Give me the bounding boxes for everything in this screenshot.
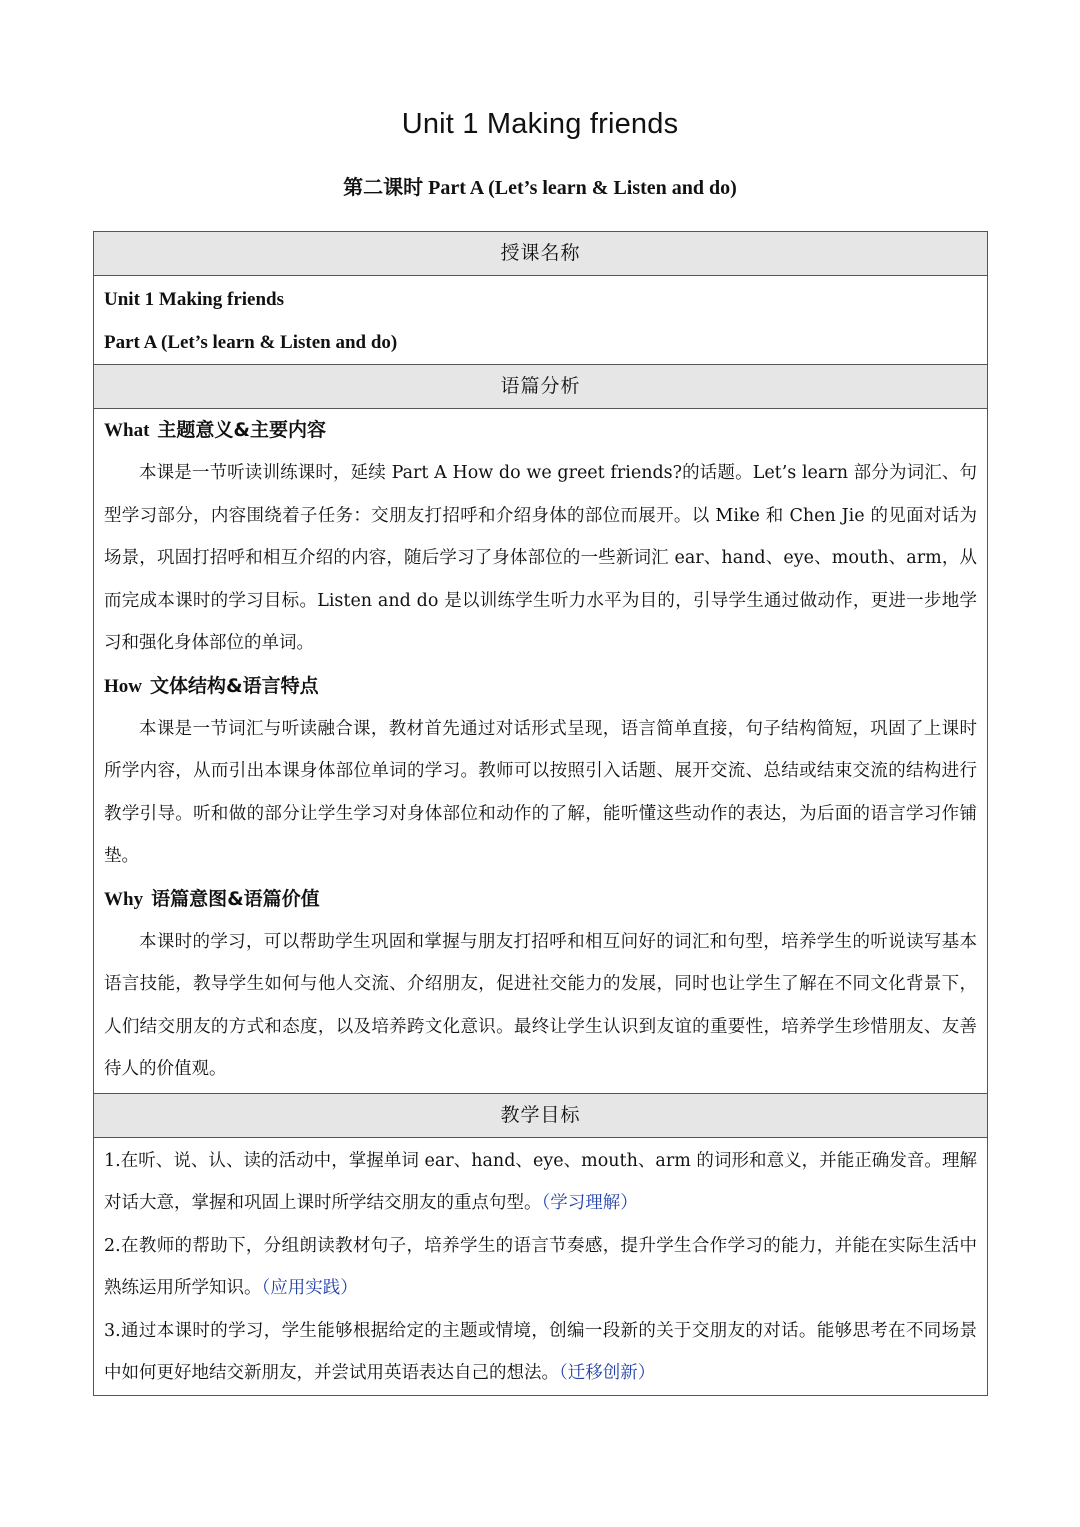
objective-item-2 (104, 1225, 977, 1310)
analysis-header-row (94, 365, 988, 409)
lesson-name-row (94, 276, 988, 365)
what-paragraph: 本课是一节听读训练课时，延续 Part A How do we greet friends?的话题。Let’s learn 部分为词汇、句型学习部分，内容围绕着子任务：交朋友打招呼和介绍身体的部位而展开。以 Mike 和 Chen Jie 的见面对话为场景，巩固打招呼和相互介绍的内容，随后学习了身体部位的一些新词汇 ear、hand、eye、mouth、arm，从而完成本课时的学习目标。Listen and do 是以训练学生听力水平为目的，引导学生通过做动作，更进一步地学习和强化身体部位的单词。 (104, 463, 977, 653)
objective-text: 3.通过本课时的学习，学生能够根据给定的主题或情境，创编一段新的关于交朋友的对话。能够思考在不同场景中如何更好地结交新朋友，并尝试用英语表达自己的想法。 (104, 1320, 977, 1383)
why-paragraph: 本课时的学习，可以帮助学生巩固和掌握与朋友打招呼和相互问好的词汇和句型，培养学生的听说读写基本语言技能，教导学生如何与他人交流、介绍朋友，促进社交能力的发展，同时也让学生了解在不同文化背景下，人们结交朋友的方式和态度，以及培养跨文化意识。最终让学生认识到友谊的重要性，培养学生珍惜朋友、友善待人的价值观。 (104, 931, 977, 1079)
objective-tag: （学习理解） (541, 1193, 638, 1213)
objective-tag: （应用实践） (261, 1278, 358, 1298)
what-label: What (104, 420, 150, 441)
analysis-header: 语篇分析 (94, 365, 988, 409)
what-heading: 主题意义&主要内容 (157, 419, 326, 441)
objective-tag: （迁移创新） (559, 1363, 656, 1383)
why-subheading (104, 878, 977, 921)
lesson-name-header-row (94, 232, 988, 276)
objectives-header: 教学目标 (94, 1093, 988, 1137)
document-title: Unit 1 Making friends (401, 108, 679, 140)
what-subheading (104, 409, 977, 452)
objective-item-3 (104, 1310, 977, 1395)
how-subheading (104, 665, 977, 708)
lesson-name-header: 授课名称 (94, 232, 988, 276)
how-heading: 文体结构&语言特点 (150, 674, 319, 697)
how-paragraph: 本课是一节词汇与听读融合课，教材首先通过对话形式呈现，语言简单直接，句子结构简短，巩固了上课时所学内容，从而引出本课身体部位单词的学习。教师可以按照引入话题、展开交流、总结或结束交流的结构进行教学引导。听和做的部分让学生学习对身体部位和动作的了解，能听懂这些动作的表达，为后面的语言学习作铺垫。 (104, 718, 977, 866)
objectives-row (94, 1137, 988, 1395)
why-heading: 语篇意图&语篇价值 (151, 887, 320, 910)
document-subtitle: 第二课时 Part A (Let’s learn & Listen and do) (343, 177, 737, 199)
lesson-name-line2: Part A (Let’s learn & Listen and do) (104, 332, 398, 353)
objective-item-1 (104, 1140, 977, 1225)
lesson-name-line1: Unit 1 Making friends (104, 289, 284, 310)
analysis-row (94, 409, 988, 1094)
objective-text: 1.在听、说、认、读的活动中，掌握单词 ear、hand、eye、mouth、arm 的词形和意义，并能正确发音。理解对话大意，掌握和巩固上课时所学结交朋友的重点句型。 (104, 1150, 977, 1213)
objective-text: 2.在教师的帮助下，分组朗读教材句子，培养学生的语言节奏感，提升学生合作学习的能力，并能在实际生活中熟练运用所学知识。 (104, 1235, 977, 1298)
objectives-header-row (94, 1093, 988, 1137)
why-label: Why (104, 888, 144, 910)
how-label: How (104, 675, 142, 697)
lesson-plan-table (93, 231, 988, 1396)
